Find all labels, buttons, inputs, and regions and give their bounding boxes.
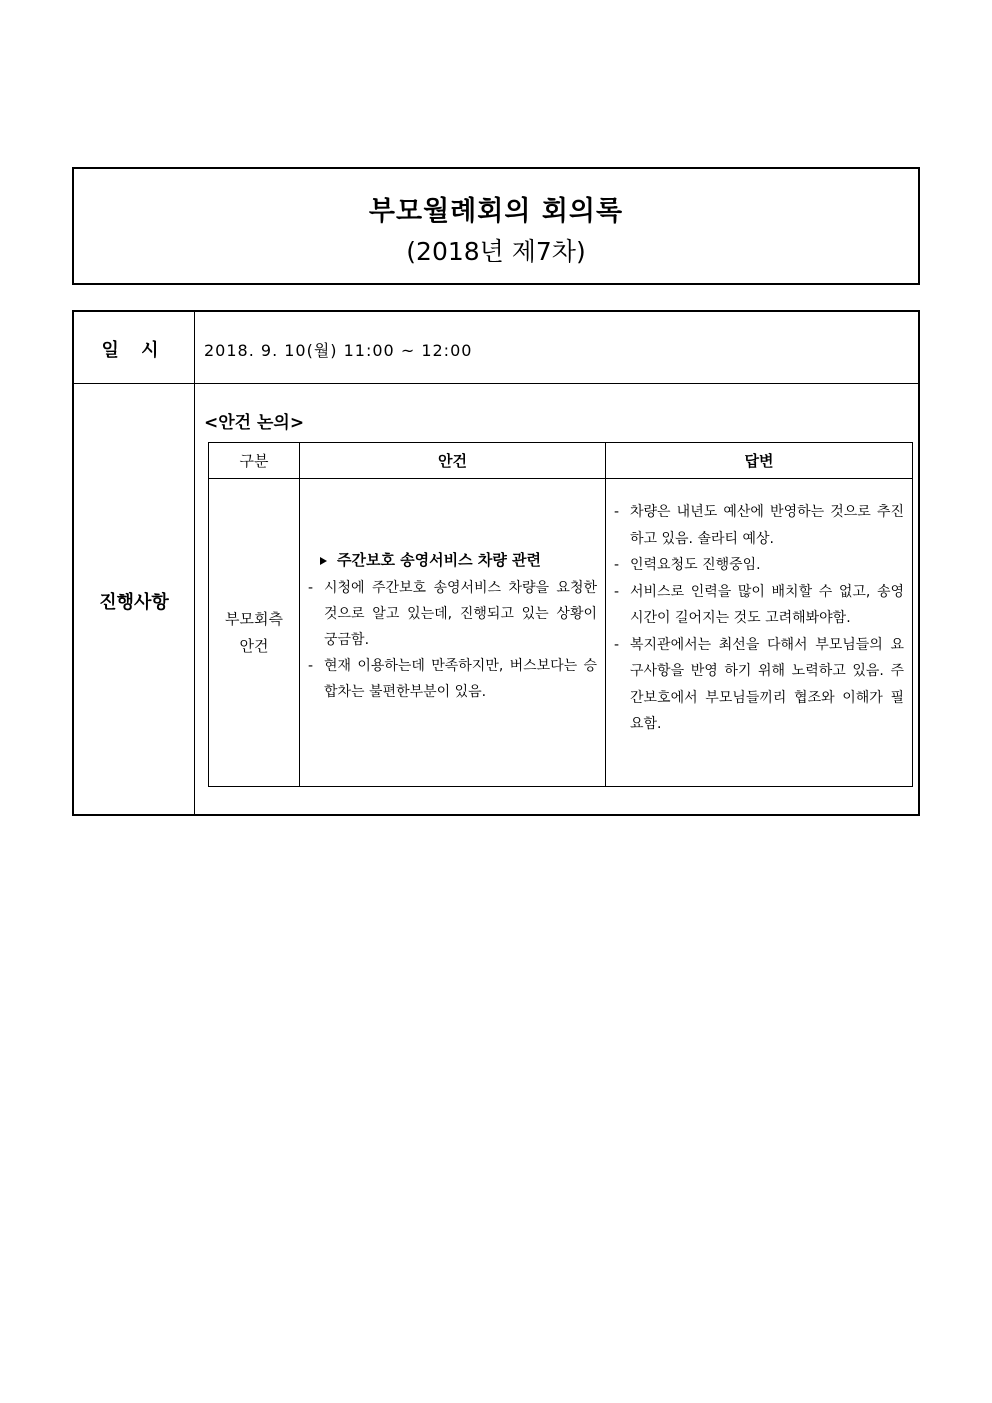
agenda-header-row <box>209 443 913 479</box>
triangle-bullet-icon <box>320 557 327 565</box>
header-answer: 답변 <box>606 443 913 479</box>
list-item: - 차량은 내년도 예산에 반영하는 것으로 추진하고 있음. 솔라티 예상. <box>614 499 904 552</box>
date-value: 2018. 9. 10(월) 11:00 ~ 12:00 <box>204 341 473 360</box>
table-row <box>209 479 913 787</box>
column-divider <box>194 312 195 814</box>
agenda-table <box>208 442 913 787</box>
document-title: 부모월례회의 회의록 <box>368 196 624 227</box>
list-item: - 현재 이용하는데 만족하지만, 버스보다는 승합차는 불편한부분이 있음. <box>308 653 597 705</box>
category-cell <box>209 479 300 787</box>
row-divider <box>74 383 918 384</box>
answer-list <box>614 499 904 738</box>
list-item: - 서비스로 인력을 많이 배치할 수 없고, 송영시간이 길어지는 것도 고려해봐야함. <box>614 579 904 632</box>
agenda-section-heading: <안건 논의> <box>204 413 305 433</box>
header-category: 구분 <box>209 443 300 479</box>
agenda-title-text: 주간보호 송영서비스 차량 관련 <box>337 551 542 569</box>
category-line: 부모회측 <box>225 609 283 628</box>
list-item: - 시청에 주간보호 송영서비스 차량을 요청한 것으로 알고 있는데, 진행되고 있는 상황이 궁금함. <box>308 575 597 653</box>
header-agenda: 안건 <box>300 443 606 479</box>
category-line: 안건 <box>239 636 269 655</box>
list-item: - 복지관에서는 최선을 다해서 부모님들의 요구사항을 반영 하기 위해 노력하고 있음. 주간보호에서 부모님들끼리 협조와 이해가 필요함. <box>614 632 904 738</box>
agenda-list <box>308 575 597 705</box>
date-label: 일 시 <box>101 340 167 361</box>
document-subtitle: (2018년 제7차) <box>406 237 586 266</box>
agenda-title <box>320 547 597 573</box>
minutes-info-table <box>72 310 920 816</box>
progress-label: 진행사항 <box>99 592 169 613</box>
answer-cell <box>606 479 913 787</box>
list-item: - 인력요청도 진행중임. <box>614 552 904 579</box>
title-box <box>72 167 920 285</box>
agenda-cell <box>300 479 606 787</box>
